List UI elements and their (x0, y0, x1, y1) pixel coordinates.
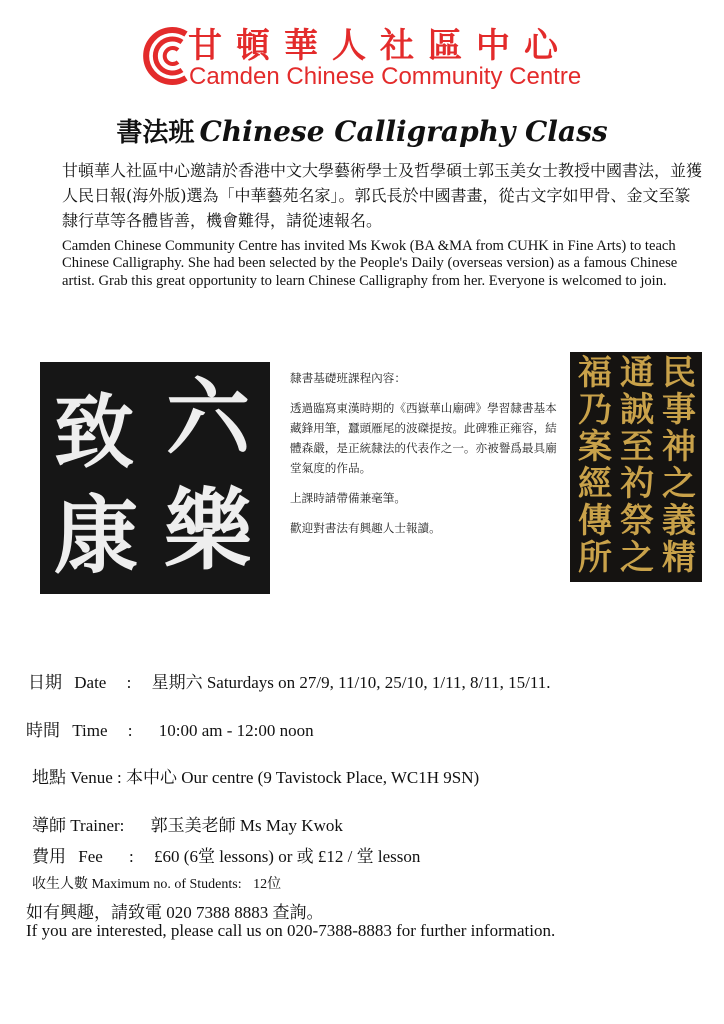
calligraphy-char: 之 (662, 464, 696, 504)
org-name-chinese: 甘頓華人社區中心 (188, 26, 572, 66)
class-trainer (32, 811, 343, 836)
max-students (32, 873, 281, 893)
venue-value: 本中心 Our centre (9 Tavistock Place, WC1H 9SN) (125, 768, 480, 787)
trainer-label: 導師 Trainer: (32, 816, 125, 835)
fee-label-en: Fee (78, 847, 103, 866)
trainer-value: 郭玉美老師 Ms May Kwok (150, 816, 343, 835)
title-chinese: 書法班 (116, 118, 195, 148)
calligraphy-char: 福 (578, 353, 612, 393)
intro-english: Camden Chinese Community Centre has invited Ms Kwok (BA &MA from CUHK in Fine Arts) to teach Chinese Calligraphy. She had been selected by the People's Daily (overseas version) as a famous Chinese artist. Grab this great opportunity to learn Chinese Calligraphy from her. Everyone is welcomed to join. (62, 238, 678, 289)
time-label-zh: 時間 (26, 721, 60, 740)
calligraphy-char: 致 (54, 385, 134, 479)
max-label: 收生人數 Maximum no. of Students: (32, 877, 242, 892)
max-value: 12位 (253, 877, 282, 892)
time-label-en: Time (72, 721, 108, 740)
calligraphy-image-right (570, 352, 702, 582)
date-label-zh: 日期 (28, 673, 62, 692)
org-name-english: Camden Chinese Community Centre (189, 63, 582, 90)
contact-english: If you are interested, please call us on 020-7388-8883 for further information. (26, 921, 556, 940)
date-value: 星期六 Saturdays on 27/9, 11/10, 25/10, 1/11, 8/11, 15/11. (151, 673, 551, 692)
venue-label: 地點 Venue : (32, 768, 126, 787)
class-date (28, 668, 550, 693)
fee-label-zh: 費用 (32, 847, 66, 866)
contact-chinese: 如有興趣，請致電 020 7388 8883 查詢。 (26, 903, 324, 922)
calligraphy-char: 六 (166, 368, 251, 467)
course-paragraph: 上課時請帶備兼毫筆。 (290, 491, 406, 505)
fee-value: £60 (6堂 lessons) or 或 £12 / 堂 lesson (154, 847, 421, 866)
course-paragraph: 透過臨寫東漢時期的《西嶽華山廟碑》學習隸書基本藏鋒用筆，蠶頭雁尾的波磔提按。此碑雅正雍容，結體森嚴，是正統隸法的代表作之一。亦被譽爲最具廟堂氣度的作品。 (290, 401, 557, 475)
calligraphy-char: 康 (54, 486, 139, 585)
calligraphy-char: 所 (578, 538, 612, 578)
course-heading: 隸書基礎班課程內容： (290, 371, 406, 385)
calligraphy-char: 樂 (164, 478, 253, 582)
calligraphy-char: 祭 (620, 501, 654, 541)
calligraphy-char: 義 (662, 501, 696, 541)
calligraphy-char: 乃 (578, 390, 612, 430)
calligraphy-char: 事 (662, 390, 696, 430)
date-label-en: Date (74, 673, 107, 692)
class-venue (32, 763, 479, 788)
fee-colon: : (129, 847, 134, 866)
calligraphy-image-left (40, 362, 270, 594)
course-paragraph: 歡迎對書法有興趣人士報讀。 (290, 521, 441, 535)
calligraphy-char: 至 (620, 427, 654, 467)
calligraphy-char: 案 (578, 427, 612, 467)
calligraphy-char: 通 (620, 353, 654, 393)
calligraphy-char: 之 (620, 538, 654, 578)
intro-chinese: 甘頓華人社區中心邀請於香港中文大學藝術學士及哲學碩士郭玉美女士教授中國書法，並獲人民日報(海外版)選為「中華藝苑名家」。郭氏長於中國書畫，從古文字如甲骨、金文至篆隸行草等各體皆善，機會難得，請從速報名。 (62, 161, 703, 230)
time-colon: : (127, 721, 133, 740)
class-time (26, 716, 314, 741)
class-fee (32, 842, 420, 867)
calligraphy-char: 經 (578, 464, 612, 504)
course-description (290, 368, 562, 548)
title-english: Chinese Calligraphy Class (199, 115, 608, 148)
date-colon: : (126, 673, 132, 692)
calligraphy-char: 民 (662, 353, 696, 393)
page-title (0, 112, 724, 149)
calligraphy-char: 神 (662, 427, 696, 467)
calligraphy-char: 誠 (620, 390, 654, 430)
calligraphy-char: 傳 (578, 501, 612, 541)
calligraphy-char: 礿 (620, 464, 654, 504)
time-value: 10:00 am - 12:00 noon (158, 721, 314, 740)
calligraphy-char: 精 (662, 538, 696, 578)
